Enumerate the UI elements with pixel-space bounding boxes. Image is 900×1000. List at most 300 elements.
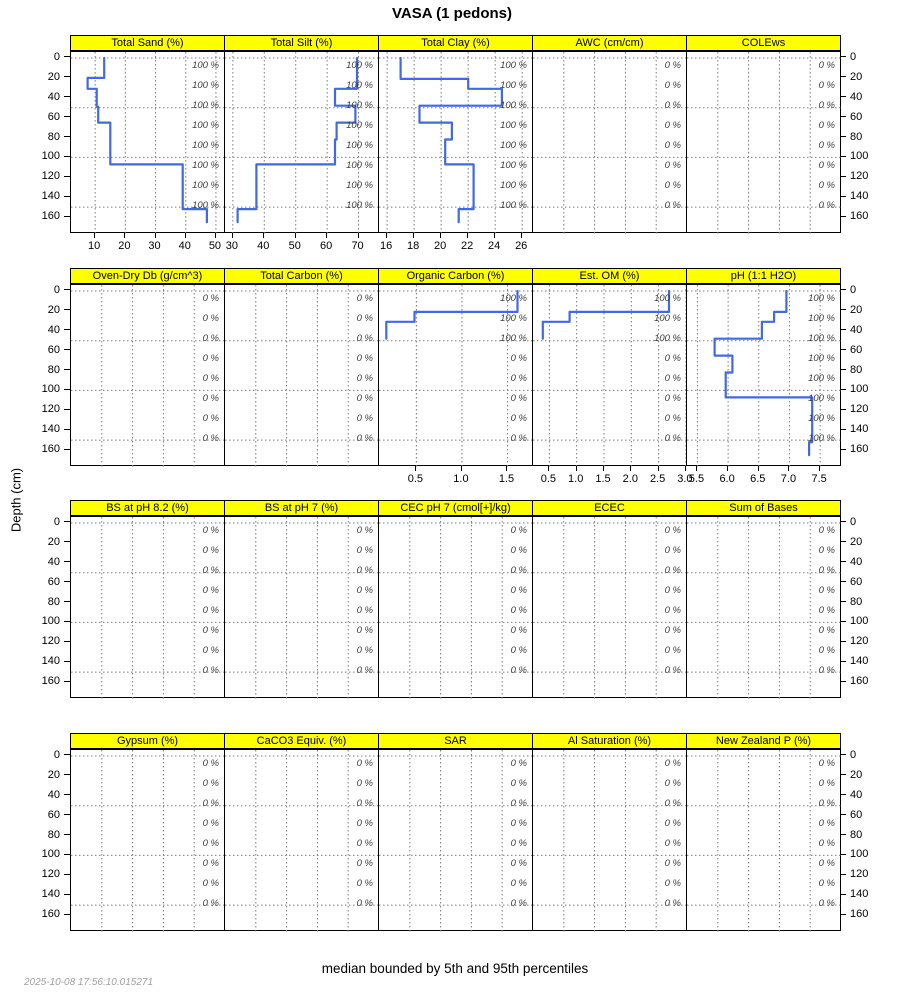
contributing-fraction-label: 100 % [192,139,219,151]
contributing-fraction-label: 100 % [346,80,373,92]
depth-tick-label-right: 100 [850,615,869,628]
contributing-fraction-label: 0 % [202,333,219,345]
contributing-fraction-label: 0 % [356,372,373,384]
x-tick-label: 40 [178,240,191,252]
contributing-fraction-label: 0 % [202,412,219,424]
contributing-fraction-label: 0 % [510,758,527,770]
contributing-fraction-label: 0 % [664,758,681,770]
contributing-fraction-label: 0 % [356,604,373,616]
contributing-fraction-label: 0 % [202,877,219,889]
depth-tick-label-left: 40 [47,323,60,336]
contributing-fraction-label: 0 % [818,100,835,112]
x-tick-label: 7.5 [811,473,827,485]
contributing-fraction-label: 100 % [346,199,373,211]
x-tick [630,466,631,471]
depth-tick-label-right: 100 [850,848,869,861]
contributing-fraction-label: 100 % [808,313,835,325]
x-tick-label: 20 [434,240,447,252]
panel-strip-total-clay: Total Clay (%) [378,35,533,51]
x-tick-label: 3.0 [677,473,693,485]
depth-tick-label-right: 140 [850,888,869,901]
x-tick-label: 30 [225,240,238,252]
depth-tick-label-right: 40 [850,323,863,336]
contributing-fraction-label: 0 % [356,664,373,676]
depth-tick-label-left: 80 [47,363,60,376]
depth-tick-label-left: 40 [47,90,60,103]
contributing-fraction-label: 0 % [664,818,681,830]
contributing-fraction-label: 0 % [818,818,835,830]
contributing-fraction-label: 0 % [664,857,681,869]
panel-strip-sum-of-bases: Sum of Bases [686,500,841,516]
contributing-fraction-label: 0 % [202,353,219,365]
contributing-fraction-label: 0 % [202,818,219,830]
depth-tick-label-right: 20 [850,768,863,781]
contributing-fraction-label: 0 % [510,624,527,636]
contributing-fraction-label: 0 % [356,778,373,790]
contributing-fraction-label: 100 % [808,353,835,365]
contributing-fraction-label: 0 % [356,293,373,305]
contributing-fraction-label: 0 % [202,664,219,676]
x-tick-label: 0.5 [540,473,557,485]
x-tick [232,233,233,238]
x-tick [727,466,728,471]
contributing-fraction-label: 0 % [202,565,219,577]
x-tick-label: 20 [118,240,131,252]
x-tick [386,233,387,238]
contributing-fraction-label: 0 % [664,664,681,676]
contributing-fraction-label: 0 % [510,798,527,810]
contributing-fraction-label: 0 % [510,353,527,365]
x-tick [696,466,697,471]
depth-tick-label-right: 20 [850,535,863,548]
contributing-fraction-label: 0 % [356,818,373,830]
contributing-fraction-label: 0 % [664,565,681,577]
contributing-fraction-label: 0 % [664,139,681,151]
contributing-fraction-label: 0 % [510,392,527,404]
contributing-fraction-label: 100 % [500,179,527,191]
depth-tick-label-left: 20 [47,303,60,316]
contributing-fraction-label: 0 % [664,353,681,365]
contributing-fraction-label: 0 % [664,877,681,889]
x-tick [576,466,577,471]
contributing-fraction-label: 0 % [510,644,527,656]
depth-tick-label-right: 40 [850,788,863,801]
contributing-fraction-label: 0 % [664,60,681,72]
depth-tick-label-right: 120 [850,403,869,416]
contributing-fraction-label: 100 % [346,179,373,191]
contributing-fraction-label: 0 % [818,159,835,171]
x-tick-label: 18 [406,240,420,252]
contributing-fraction-label: 100 % [192,60,219,72]
depth-tick-label-left: 20 [47,768,60,781]
contributing-fraction-label: 0 % [664,778,681,790]
depth-tick-label-right: 0 [850,515,857,528]
contributing-fraction-label: 0 % [202,798,219,810]
contributing-fraction-label: 100 % [500,139,527,151]
contributing-fraction-label: 0 % [818,545,835,557]
x-tick-label: 10 [88,240,101,252]
contributing-fraction-label: 0 % [202,293,219,305]
x-tick-label: 5.5 [688,473,705,485]
contributing-fraction-label: 100 % [192,179,219,191]
depth-tick-label-left: 0 [53,50,60,63]
x-tick [94,233,95,238]
contributing-fraction-label: 0 % [510,604,527,616]
contributing-fraction-label: 0 % [664,392,681,404]
depth-tick-label-left: 140 [41,655,60,668]
contributing-fraction-label: 0 % [818,877,835,889]
contributing-fraction-label: 0 % [664,837,681,849]
depth-tick-label-left: 80 [47,130,60,143]
depth-tick-label-left: 120 [41,403,60,416]
depth-tick-label-left: 120 [41,170,60,183]
x-tick-label: 24 [488,240,501,252]
contributing-fraction-label: 100 % [192,199,219,211]
contributing-fraction-label: 0 % [356,585,373,597]
contributing-fraction-label: 0 % [664,80,681,92]
contributing-fraction-label: 0 % [664,585,681,597]
x-tick [124,233,125,238]
contributing-fraction-label: 0 % [818,664,835,676]
timestamp: 2025-10-08 17:56:10.015271 [24,977,154,988]
x-tick [506,466,507,471]
contributing-fraction-label: 0 % [818,604,835,616]
contributing-fraction-label: 0 % [202,644,219,656]
contributing-fraction-label: 0 % [510,857,527,869]
contributing-fraction-label: 0 % [510,525,527,537]
x-tick-label: 30 [148,240,161,252]
x-tick-label: 7.0 [780,473,797,485]
contributing-fraction-label: 0 % [664,644,681,656]
x-tick [413,233,414,238]
x-tick [215,233,216,238]
contributing-fraction-label: 100 % [192,80,219,92]
panel-strip-colews: COLEws [686,35,841,51]
contributing-fraction-label: 0 % [202,604,219,616]
contributing-fraction-label: 100 % [808,392,835,404]
x-tick [788,466,789,471]
contributing-fraction-label: 0 % [818,139,835,151]
depth-tick-label-left: 160 [41,675,60,688]
contributing-fraction-label: 0 % [510,372,527,384]
contributing-fraction-label: 0 % [356,525,373,537]
contributing-fraction-label: 0 % [664,432,681,444]
depth-tick-label-left: 100 [41,615,60,628]
contributing-fraction-label: 0 % [664,159,681,171]
x-tick [461,466,462,471]
contributing-fraction-label: 0 % [664,412,681,424]
x-tick [819,466,820,471]
depth-tick-label-right: 140 [850,655,869,668]
contributing-fraction-label: 0 % [356,857,373,869]
x-tick [326,233,327,238]
contributing-fraction-label: 0 % [664,897,681,909]
contributing-fraction-label: 100 % [192,100,219,112]
x-tick-label: 6.5 [750,473,766,485]
depth-tick-label-right: 60 [850,343,863,356]
panel-strip-bs-at-ph-8-2: BS at pH 8.2 (%) [70,500,225,516]
contributing-fraction-label: 0 % [202,372,219,384]
panel-strip-oven-dry-db-g-cm-3: Oven-Dry Db (g/cm^3) [70,268,225,284]
depth-tick-label-right: 120 [850,635,869,648]
depth-tick-label-right: 60 [850,808,863,821]
contributing-fraction-label: 0 % [510,897,527,909]
plot-title: VASA (1 pedons) [391,5,513,22]
x-tick-label: 0.5 [407,473,423,485]
contributing-fraction-label: 0 % [356,758,373,770]
contributing-fraction-label: 0 % [202,857,219,869]
depth-tick-label-left: 60 [47,343,60,356]
contributing-fraction-label: 0 % [664,372,681,384]
contributing-fraction-label: 0 % [818,837,835,849]
x-tick [263,233,264,238]
contributing-fraction-label: 0 % [510,778,527,790]
x-tick [440,233,441,238]
contributing-fraction-label: 0 % [356,644,373,656]
contributing-fraction-label: 0 % [664,100,681,112]
panel-strip-organic-carbon: Organic Carbon (%) [378,268,533,284]
depth-tick-label-right: 120 [850,170,869,183]
contributing-fraction-label: 0 % [818,565,835,577]
contributing-fraction-label: 0 % [510,664,527,676]
contributing-fraction-label: 0 % [818,525,835,537]
panel-strip-ph-1-1-h2o: pH (1:1 H2O) [686,268,841,284]
x-tick [758,466,759,471]
contributing-fraction-label: 0 % [664,624,681,636]
x-tick [548,466,549,471]
depth-tick-label-left: 60 [47,110,60,123]
depth-tick-label-right: 0 [850,50,857,63]
contributing-fraction-label: 0 % [202,432,219,444]
depth-tick-label-right: 160 [850,443,869,456]
contributing-fraction-label: 100 % [500,313,527,325]
depth-tick-label-right: 40 [850,555,863,568]
contributing-fraction-label: 0 % [510,565,527,577]
contributing-fraction-label: 0 % [510,877,527,889]
contributing-fraction-label: 100 % [500,80,527,92]
x-tick [185,233,186,238]
contributing-fraction-label: 100 % [346,159,373,171]
x-tick-label: 16 [379,240,393,252]
contributing-fraction-label: 0 % [356,565,373,577]
contributing-fraction-label: 100 % [192,120,219,132]
depth-tick-label-left: 20 [47,70,60,83]
contributing-fraction-label: 100 % [654,333,681,345]
x-tick [685,466,686,471]
contributing-fraction-label: 0 % [202,778,219,790]
contributing-fraction-label: 0 % [664,199,681,211]
depth-tick-label-right: 160 [850,908,869,921]
depth-tick-label-left: 120 [41,868,60,881]
contributing-fraction-label: 0 % [356,624,373,636]
depth-tick-label-left: 160 [41,908,60,921]
contributing-fraction-label: 0 % [356,798,373,810]
depth-tick-label-left: 60 [47,808,60,821]
x-tick-label: 50 [208,240,222,252]
panel-strip-cec-ph-7-cmol-kg: CEC pH 7 (cmol[+]/kg) [378,500,533,516]
contributing-fraction-label: 0 % [510,432,527,444]
depth-tick-label-left: 80 [47,595,60,608]
contributing-fraction-label: 100 % [654,293,681,305]
contributing-fraction-label: 0 % [664,179,681,191]
depth-tick-label-left: 160 [41,443,60,456]
contributing-fraction-label: 100 % [808,432,835,444]
panel-strip-caco3-equiv: CaCO3 Equiv. (%) [224,733,379,749]
contributing-fraction-label: 0 % [202,392,219,404]
depth-tick-label-right: 80 [850,363,863,376]
depth-tick-label-left: 20 [47,535,60,548]
contributing-fraction-label: 100 % [808,412,835,424]
x-tick-label: 22 [461,240,474,252]
x-tick [467,233,468,238]
contributing-fraction-label: 100 % [654,313,681,325]
depth-tick-label-right: 120 [850,868,869,881]
contributing-fraction-label: 100 % [500,293,527,305]
x-tick [494,233,495,238]
contributing-fraction-label: 0 % [510,545,527,557]
contributing-fraction-label: 0 % [510,412,527,424]
depth-tick-label-left: 100 [41,848,60,861]
contributing-fraction-label: 0 % [356,392,373,404]
contributing-fraction-label: 0 % [202,545,219,557]
depth-tick-label-right: 80 [850,595,863,608]
contributing-fraction-label: 0 % [202,897,219,909]
contributing-fraction-label: 0 % [510,585,527,597]
contributing-fraction-label: 100 % [346,60,373,72]
depth-tick-label-right: 160 [850,210,869,223]
panel-strip-sar: SAR [378,733,533,749]
contributing-fraction-label: 0 % [818,798,835,810]
depth-tick-label-right: 80 [850,828,863,841]
panel-strip-gypsum: Gypsum (%) [70,733,225,749]
x-tick-label: 1.0 [453,473,469,485]
contributing-fraction-label: 100 % [500,199,527,211]
contributing-fraction-label: 0 % [818,644,835,656]
x-tick-label: 2.5 [649,473,666,485]
depth-tick-label-left: 80 [47,828,60,841]
panel-strip-total-sand: Total Sand (%) [70,35,225,51]
contributing-fraction-label: 0 % [818,60,835,72]
depth-tick-label-right: 60 [850,575,863,588]
footer-caption: median bounded by 5th and 95th percentiles [321,961,589,976]
x-tick [295,233,296,238]
depth-tick-label-right: 100 [850,383,869,396]
depth-tick-label-right: 80 [850,130,863,143]
contributing-fraction-label: 0 % [202,313,219,325]
contributing-fraction-label: 0 % [664,545,681,557]
contributing-fraction-label: 100 % [346,120,373,132]
panel-strip-ecec: ECEC [532,500,687,516]
contributing-fraction-label: 0 % [510,818,527,830]
depth-tick-label-right: 140 [850,190,869,203]
contributing-fraction-label: 100 % [808,333,835,345]
depth-tick-label-right: 0 [850,283,857,296]
contributing-fraction-label: 0 % [664,525,681,537]
contributing-fraction-label: 0 % [818,120,835,132]
contributing-fraction-label: 100 % [500,120,527,132]
depth-tick-label-right: 60 [850,110,863,123]
x-tick-label: 1.5 [498,473,515,485]
x-tick [658,466,659,471]
depth-tick-label-right: 140 [850,423,869,436]
x-tick-label: 26 [515,240,528,252]
contributing-fraction-label: 100 % [808,372,835,384]
panel-strip-bs-at-ph-7: BS at pH 7 (%) [224,500,379,516]
depth-tick-label-left: 0 [53,283,60,296]
depth-tick-label-left: 0 [53,748,60,761]
contributing-fraction-label: 0 % [510,837,527,849]
y-axis-label: Depth (cm) [8,467,24,533]
x-tick-label: 40 [257,240,270,252]
x-tick-label: 70 [351,240,364,252]
contributing-fraction-label: 0 % [356,313,373,325]
x-tick-label: 60 [320,240,333,252]
contributing-fraction-label: 0 % [818,585,835,597]
depth-tick-label-right: 0 [850,748,857,761]
contributing-fraction-label: 0 % [356,412,373,424]
contributing-fraction-label: 100 % [500,60,527,72]
x-tick-label: 1.5 [595,473,611,485]
contributing-fraction-label: 0 % [356,353,373,365]
contributing-fraction-label: 0 % [664,604,681,616]
depth-tick-label-right: 20 [850,303,863,316]
depth-tick-label-left: 140 [41,423,60,436]
depth-tick-label-left: 140 [41,888,60,901]
contributing-fraction-label: 100 % [346,139,373,151]
contributing-fraction-label: 0 % [356,432,373,444]
contributing-fraction-label: 0 % [356,877,373,889]
contributing-fraction-label: 100 % [500,333,527,345]
depth-tick-label-left: 60 [47,575,60,588]
contributing-fraction-label: 0 % [818,758,835,770]
contributing-fraction-label: 0 % [818,624,835,636]
contributing-fraction-label: 0 % [356,837,373,849]
contributing-fraction-label: 0 % [202,525,219,537]
x-tick-label: 2.0 [622,473,638,485]
depth-tick-label-left: 120 [41,635,60,648]
depth-tick-label-right: 100 [850,150,869,163]
panel-strip-al-saturation: Al Saturation (%) [532,733,687,749]
x-tick [521,233,522,238]
contributing-fraction-label: 0 % [818,778,835,790]
contributing-fraction-label: 0 % [202,837,219,849]
depth-tick-label-left: 40 [47,555,60,568]
contributing-fraction-label: 0 % [818,897,835,909]
contributing-fraction-label: 100 % [346,100,373,112]
x-tick-label: 6.0 [719,473,735,485]
contributing-fraction-label: 0 % [664,798,681,810]
depth-tick-label-left: 40 [47,788,60,801]
contributing-fraction-label: 0 % [818,857,835,869]
panel-strip-total-carbon: Total Carbon (%) [224,268,379,284]
depth-tick-label-right: 20 [850,70,863,83]
contributing-fraction-label: 0 % [664,120,681,132]
x-tick-label: 1.0 [568,473,584,485]
contributing-fraction-label: 0 % [818,199,835,211]
panel-strip-total-silt: Total Silt (%) [224,35,379,51]
panel-strip-est-om: Est. OM (%) [532,268,687,284]
depth-tick-label-left: 140 [41,190,60,203]
depth-tick-label-left: 0 [53,515,60,528]
contributing-fraction-label: 0 % [356,897,373,909]
x-tick [415,466,416,471]
contributing-fraction-label: 100 % [500,100,527,112]
depth-tick-label-left: 160 [41,210,60,223]
x-tick [155,233,156,238]
x-tick-label: 50 [288,240,301,252]
x-tick [358,233,359,238]
contributing-fraction-label: 100 % [192,159,219,171]
